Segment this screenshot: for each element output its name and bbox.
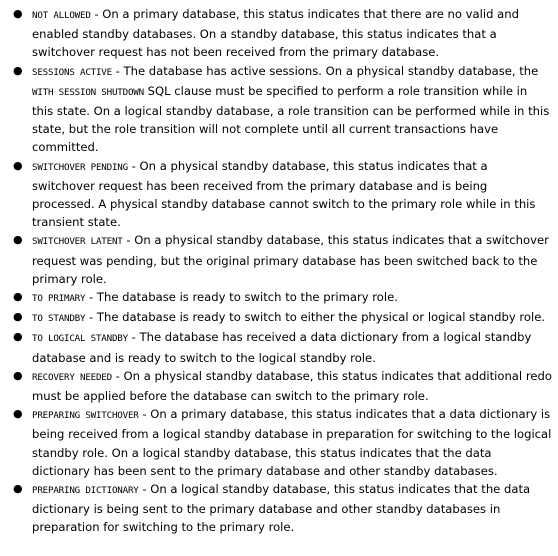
separator: -	[127, 158, 140, 173]
bullet-icon: ●	[13, 310, 23, 324]
bullet-icon: ●	[13, 330, 23, 344]
bullet-icon: ●	[13, 482, 23, 496]
status-description: On a primary database, this status indicates that a data dictionary is being received from a logical standby database in preparation for switching to the logical standby role. On a logical standby database, this status indicates that the data dictionary has been sent to the primary database and other standby databases.	[32, 407, 552, 478]
status-term: PREPARING DICTIONARY	[32, 485, 139, 497]
status-description: The database has active sessions. On a physical standby database, the	[123, 63, 539, 78]
inline-code: WITH SESSION SHUTDOWN	[32, 86, 144, 98]
list-item	[13, 62, 552, 157]
list-item	[13, 308, 552, 328]
status-description: The database has received a data dictionary from a logical standby database and is ready to switch to the logical standby role.	[32, 330, 532, 365]
list-item	[13, 5, 552, 62]
status-description: SQL clause must be specified to perform a role transition while in this state. On a logical standby database, a role transition can be performed while in this state, but the role transition will not complete until all current transactions have committed.	[32, 83, 550, 155]
bullet-icon: ●	[13, 290, 23, 304]
status-description: On a primary database, this status indicates that there are no valid and enabled standby databases. On a standby database, this status indicates that a switchover request has not been received from the primary database.	[32, 7, 519, 60]
status-term: TO STANDBY	[32, 313, 86, 325]
bullet-icon: ●	[13, 63, 23, 77]
separator: -	[90, 7, 103, 21]
list-item	[13, 367, 552, 405]
status-term: TO LOGICAL STANDBY	[32, 333, 128, 345]
bullet-icon: ●	[13, 368, 23, 382]
separator: -	[85, 290, 97, 305]
status-description: On a physical standby database, this status indicates that a switchover request has been received from the primary database and is being processed. A physical standby database cannot switch to the primary role while in this transient state.	[32, 158, 536, 230]
separator: -	[111, 63, 124, 78]
separator: -	[138, 407, 151, 422]
status-term: NOT ALLOWED	[32, 10, 91, 21]
status-term: SWITCHOVER LATENT	[32, 236, 123, 248]
status-term: SWITCHOVER PENDING	[32, 161, 128, 173]
status-term: PREPARING SWITCHOVER	[32, 410, 139, 422]
status-description: On a logical standby database, this status indicates that the data dictionary is being sent to the primary database and other standby databases in preparation for switching to the primary role.	[32, 482, 531, 535]
bullet-icon: ●	[13, 233, 23, 247]
separator: -	[127, 330, 140, 345]
list-item	[13, 157, 552, 232]
separator: -	[111, 368, 124, 383]
bullet-icon: ●	[13, 158, 23, 172]
status-term: SESSIONS ACTIVE	[32, 66, 112, 78]
status-description: The database is ready to switch to either the physical or logical standby role.	[96, 310, 546, 325]
status-description: On a physical standby database, this status indicates that additional redo must be applied before the database can switch to the primary role.	[32, 368, 552, 404]
status-description: The database is ready to switch to the primary role.	[96, 290, 398, 305]
list-item	[13, 480, 552, 537]
separator: -	[122, 233, 135, 248]
bullet-icon: ●	[13, 7, 23, 20]
separator: -	[138, 482, 151, 497]
list-item	[13, 288, 552, 308]
list-item	[13, 405, 552, 480]
status-term: TO PRIMARY	[32, 293, 86, 305]
list-item	[13, 328, 552, 366]
bullet-icon: ●	[13, 407, 23, 421]
status-term: RECOVERY NEEDED	[32, 371, 112, 383]
separator: -	[85, 310, 97, 325]
status-description: On a physical standby database, this status indicates that a switchover request was pending, but the original primary database has been switched back to the primary role.	[32, 233, 549, 286]
list-item	[13, 231, 552, 288]
